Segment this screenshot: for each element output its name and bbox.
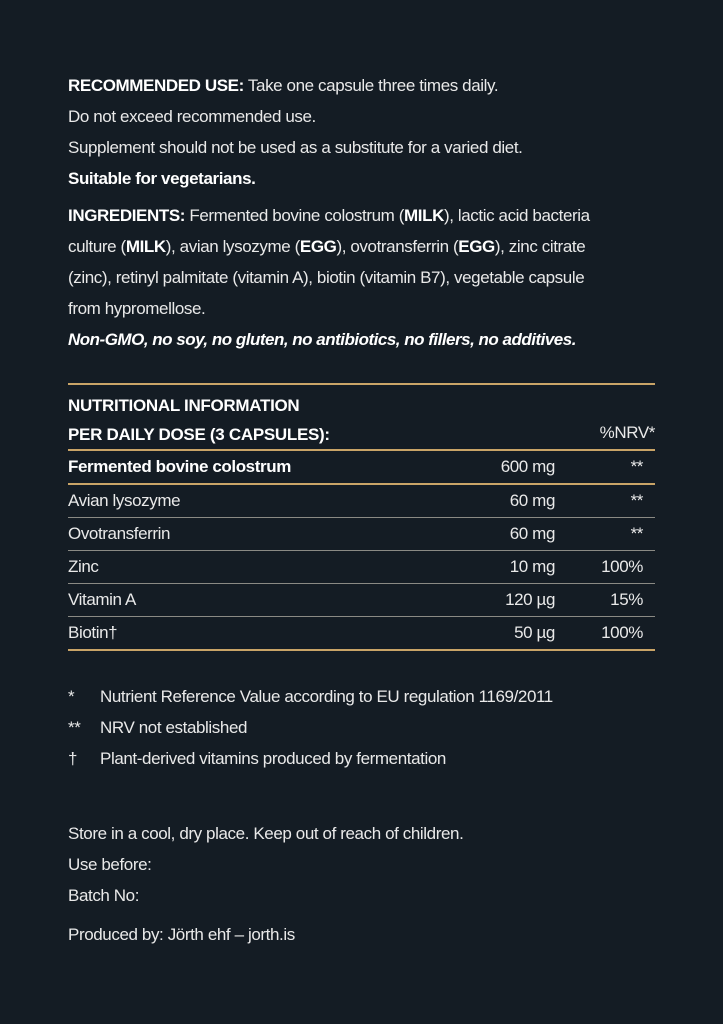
recommended-use-text: Take one capsule three times daily. [247, 76, 499, 95]
nutrient-nrv: ** [630, 524, 643, 543]
nutrition-table [68, 383, 655, 651]
allergen-milk: MILK [404, 206, 444, 225]
label-panel [68, 70, 655, 950]
footnote [68, 743, 655, 774]
table-row [68, 584, 655, 616]
footnote [68, 681, 655, 712]
ingredients-section [68, 200, 655, 355]
nutrition-header [68, 385, 655, 449]
footnote [68, 712, 655, 743]
recommended-use-label: RECOMMENDED USE: [68, 76, 244, 95]
table-bottom-rule [68, 649, 655, 651]
ingredients-line-1 [68, 200, 655, 231]
ingredients-text: ), avian lysozyme ( [165, 237, 300, 256]
nutrient-amount: 120 µg [505, 590, 555, 609]
producer-info: Produced by: Jörth ehf – jorth.is [68, 925, 295, 944]
footnote-symbol: ** [68, 718, 81, 737]
storage-instructions: Store in a cool, dry place. Keep out of reach of children. [68, 824, 464, 843]
ingredients-label: INGREDIENTS: [68, 206, 186, 225]
nutrient-amount: 60 mg [509, 524, 555, 543]
ingredients-text: ), ovotransferrin ( [336, 237, 459, 256]
nutrient-amount: 60 mg [509, 491, 555, 510]
nrv-column-header: %NRV* [599, 423, 655, 442]
batch-number-field: Batch No: [68, 886, 140, 905]
nutrient-name: Vitamin A [68, 590, 136, 609]
recommended-use-section [68, 70, 655, 194]
footnote-symbol: † [68, 749, 78, 768]
allergen-milk: MILK [125, 237, 166, 256]
storage-section [68, 818, 655, 911]
ingredients-text: ), lactic acid bacteria [443, 206, 590, 225]
nutrient-nrv: 100% [601, 557, 643, 576]
nutrient-name: Ovotransferrin [68, 524, 171, 543]
nutrient-nrv: ** [630, 457, 643, 476]
table-row [68, 518, 655, 550]
nutrient-amount: 600 mg [500, 457, 555, 476]
nutrient-nrv: 15% [610, 590, 643, 609]
footnote-text: Plant-derived vitamins produced by fermentation [100, 749, 446, 768]
allergen-egg: EGG [299, 237, 337, 256]
diet-warning: Supplement should not be used as a substitute for a varied diet. [68, 138, 523, 157]
table-row [68, 551, 655, 583]
ingredients-line-3: (zinc), retinyl palmitate (vitamin A), biotin (vitamin B7), vegetable capsule [68, 268, 585, 287]
nutrient-name: Avian lysozyme [68, 491, 181, 510]
nutrient-name: Biotin† [68, 623, 118, 642]
daily-dose-heading: PER DAILY DOSE (3 CAPSULES): [68, 425, 330, 444]
table-row [68, 617, 655, 649]
ingredients-text: culture ( [68, 237, 126, 256]
nutrient-nrv: 100% [601, 623, 643, 642]
ingredients-line-2 [68, 231, 655, 262]
use-before-field: Use before: [68, 855, 152, 874]
nutrient-name: Zinc [68, 557, 99, 576]
nutrient-nrv: ** [630, 491, 643, 510]
table-row [68, 485, 655, 517]
recommended-use-line [68, 70, 655, 101]
nutrient-amount: 50 µg [514, 623, 555, 642]
nutrition-heading: NUTRITIONAL INFORMATION [68, 396, 300, 415]
footnote-text: NRV not established [100, 718, 248, 737]
footnote-symbol: * [68, 687, 75, 706]
nutrient-amount: 10 mg [509, 557, 555, 576]
ingredients-text: ), zinc citrate [494, 237, 586, 256]
ingredients-text: Fermented bovine colostrum ( [185, 206, 404, 225]
dosage-warning: Do not exceed recommended use. [68, 107, 316, 126]
footnote-text: Nutrient Reference Value according to EU regulation 1169/2011 [100, 687, 553, 706]
ingredients-line-4: from hypromellose. [68, 299, 206, 318]
footnotes [68, 681, 655, 774]
nutrient-name: Fermented bovine colostrum [68, 457, 291, 476]
free-from-claims: Non-GMO, no soy, no gluten, no antibiotics, no fillers, no additives. [68, 330, 576, 349]
vegetarian-note: Suitable for vegetarians. [68, 169, 256, 188]
table-row [68, 451, 655, 483]
allergen-egg: EGG [458, 237, 495, 256]
